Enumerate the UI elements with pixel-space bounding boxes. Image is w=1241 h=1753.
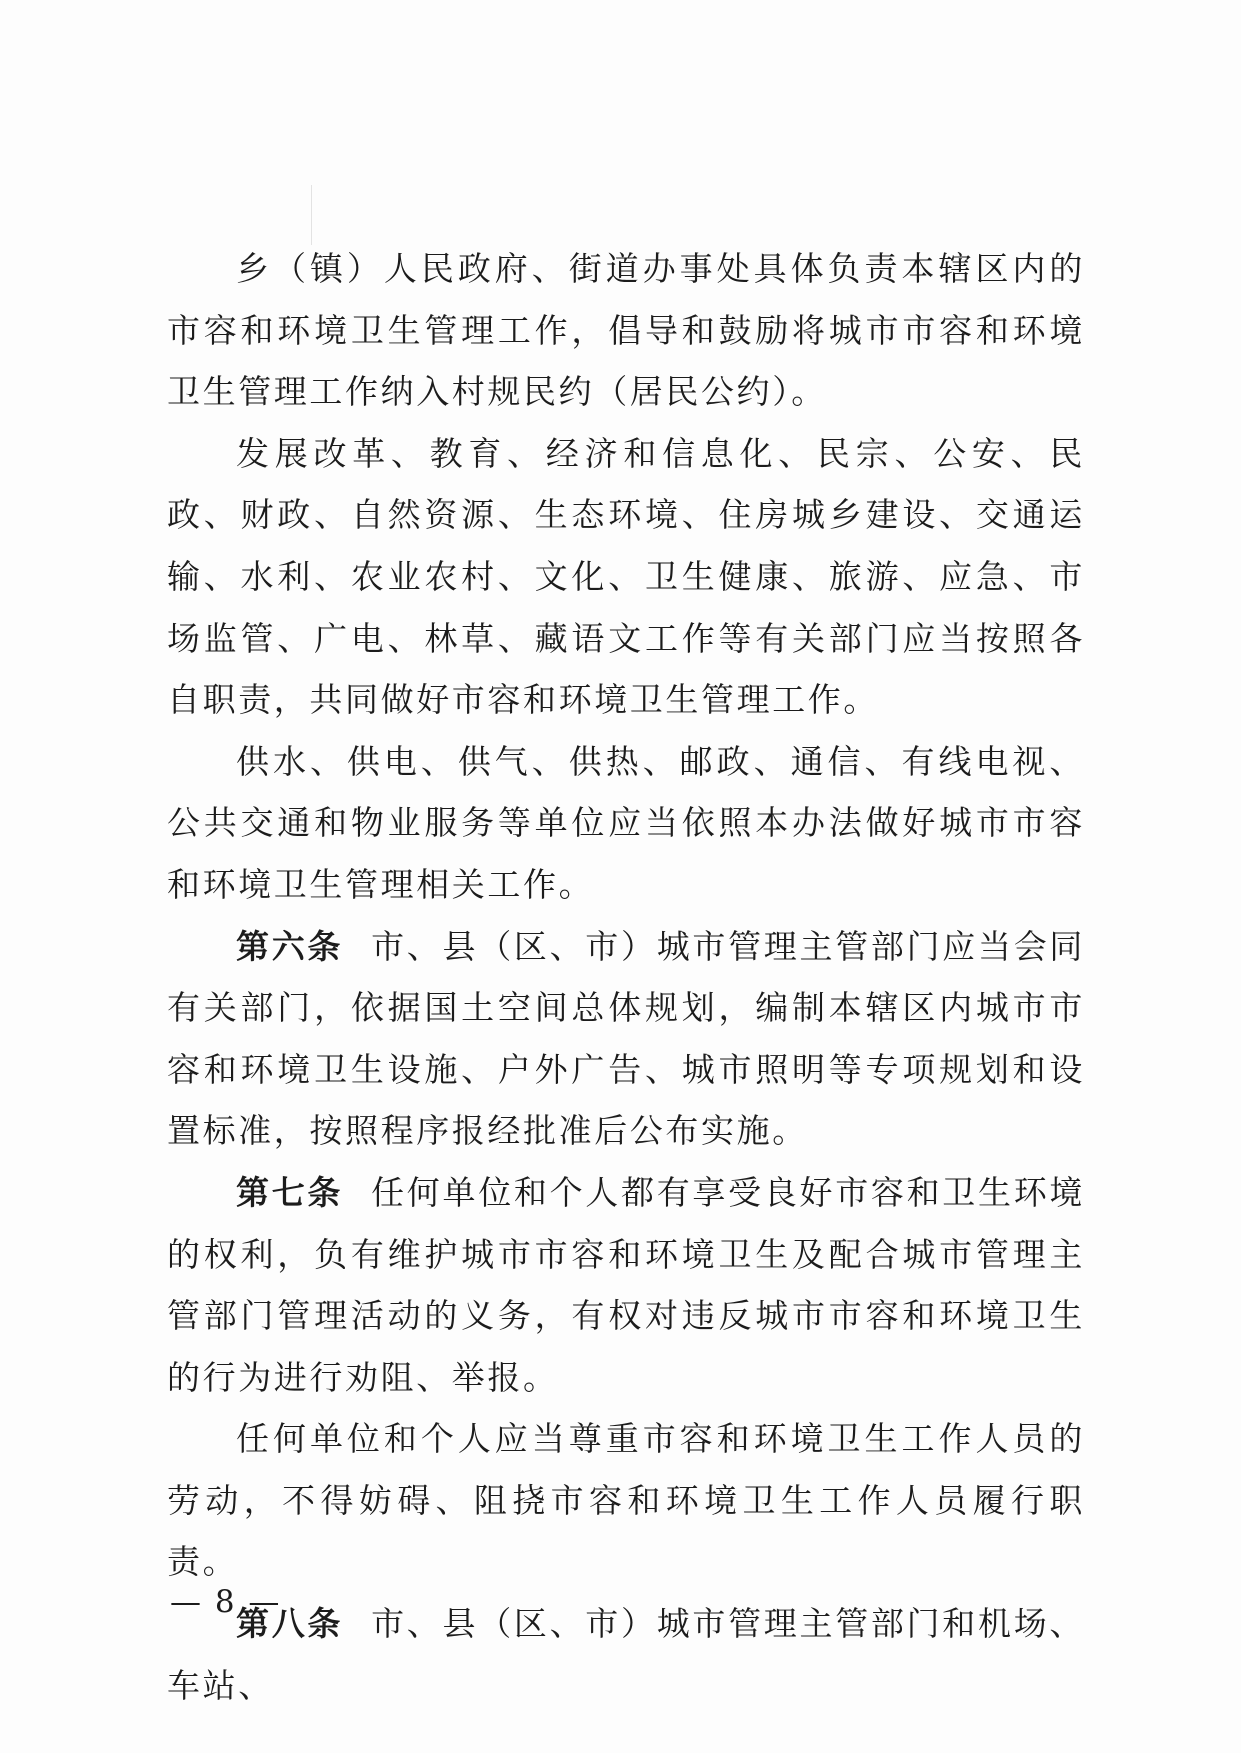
paragraph — [167, 916, 1085, 1162]
paragraph — [167, 423, 1085, 731]
paragraph-text: 任何单位和个人应当尊重市容和环境卫生工作人员的劳动，不得妨碍、阻挠市容和环境卫生工作人员履行职责。 — [167, 1419, 1085, 1582]
paragraph-text: 任何单位和个人都有享受良好市容和卫生环境的权利，负有维护城市市容和环境卫生及配合城市管理主管部门管理活动的义务，有权对违反城市市容和环境卫生的行为进行劝阻、举报。 — [167, 1172, 1085, 1397]
paragraph-text: 乡（镇）人民政府、街道办事处具体负责本辖区内的市容和环境卫生管理工作，倡导和鼓励将城市市容和环境卫生管理工作纳入村规民约（居民公约）。 — [167, 249, 1085, 412]
article-heading: 第六条 — [236, 926, 344, 966]
paragraph — [167, 238, 1085, 423]
paragraph-text: 供水、供电、供气、供热、邮政、通信、有线电视、公共交通和物业服务等单位应当依照本办法做好城市市容和环境卫生管理相关工作。 — [167, 741, 1085, 904]
article-heading: 第七条 — [236, 1172, 344, 1212]
article-heading: 第八条 — [236, 1604, 344, 1644]
scan-artifact-line — [311, 185, 312, 245]
paragraph-text: 市、县（区、市）城市管理主管部门应当会同有关部门，依据国土空间总体规划，编制本辖区内城市市容和环境卫生设施、户外广告、城市照明等专项规划和设置标准，按照程序报经批准后公布实施。 — [167, 926, 1085, 1151]
paragraph — [167, 1593, 1085, 1716]
paragraph — [167, 1408, 1085, 1593]
document-body — [167, 238, 1085, 1716]
paragraph-text: 发展改革、教育、经济和信息化、民宗、公安、民政、财政、自然资源、生态环境、住房城乡建设、交通运输、水利、农业农村、文化、卫生健康、旅游、应急、市场监管、广电、林草、藏语文工作等有关部门应当按照各自职责，共同做好市容和环境卫生管理工作。 — [167, 433, 1085, 720]
paragraph-text: 市、县（区、市）城市管理主管部门和机场、车站、 — [167, 1604, 1085, 1705]
paragraph — [167, 731, 1085, 916]
paragraph — [167, 1162, 1085, 1408]
page-number: — 8 — — [170, 1584, 282, 1620]
